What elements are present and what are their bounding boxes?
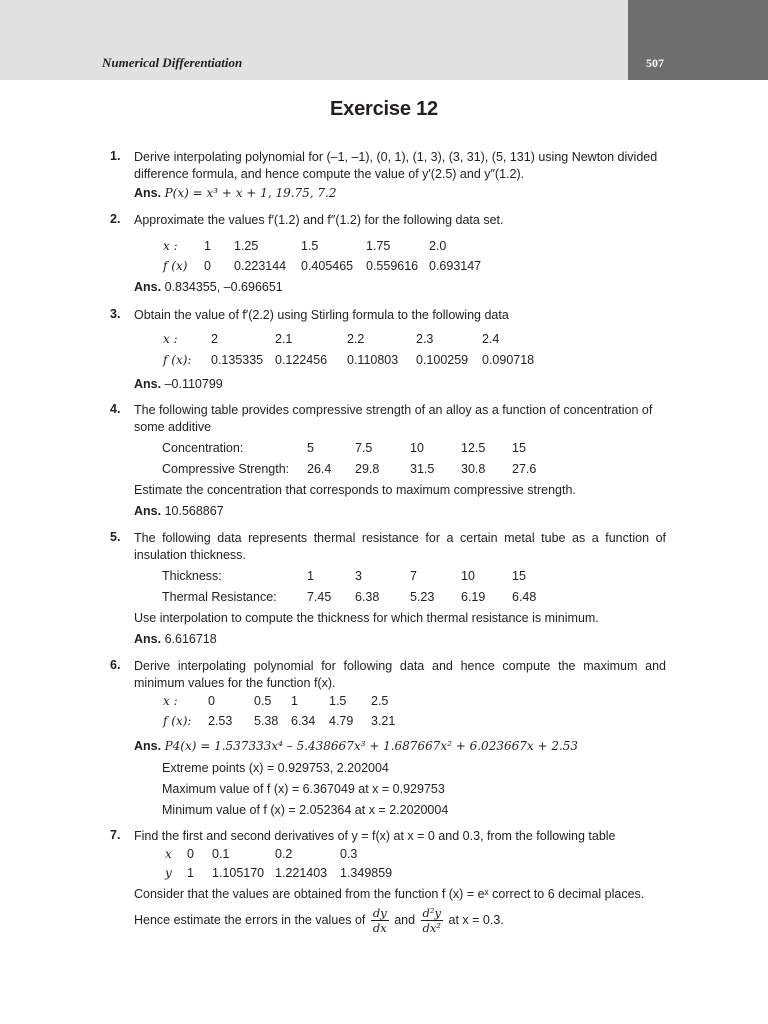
table-cell: 0.135335: [211, 353, 264, 367]
table-cell: 1.105170: [212, 866, 265, 880]
table-cell: 0.405465: [301, 259, 354, 273]
question-5-instruction: Use interpolation to compute the thickness for which thermal resistance is minimum.: [134, 611, 599, 625]
table-cell: 0.100259: [416, 353, 469, 367]
question-5-answer: [134, 632, 217, 646]
question-4-answer: [134, 504, 224, 518]
table-cell: 1.221403: [275, 866, 328, 880]
question-5-text: The following data represents thermal resistance for a certain metal tube as a function of insulation thickness.: [134, 531, 666, 562]
answer-label: Ans.: [134, 632, 162, 646]
question-2-answer: [134, 280, 283, 294]
answer-label: Ans.: [134, 280, 162, 294]
table-cell: 5: [307, 441, 314, 455]
answer-value: –0.110799: [164, 377, 223, 391]
table-cell: 0.2: [275, 847, 293, 861]
table-cell: 0.693147: [429, 259, 482, 273]
table-cell: 4.79: [329, 714, 354, 728]
table-cell: 0.5: [254, 694, 272, 708]
table-cell: 6.34: [291, 714, 316, 728]
answer-value: 0.834355, –0.696651: [164, 280, 283, 294]
table-row-label: f (x):: [163, 353, 192, 367]
table-cell: 1.75: [366, 239, 391, 253]
answer-value: P(x) = x³ + x + 1, 19.75, 7.2: [164, 186, 337, 200]
table-cell: 0.1: [212, 847, 230, 861]
instruction-text: at x = 0.3.: [448, 912, 504, 927]
table-cell: 15: [512, 569, 526, 583]
table-cell: 3: [355, 569, 362, 583]
table-cell: 1: [307, 569, 314, 583]
table-cell: 1: [291, 694, 298, 708]
answer-value: P4(x) = 1.537333x⁴ – 5.438667x³ + 1.687667x² + 6.023667x + 2.53: [164, 739, 579, 753]
page-number: 507: [646, 56, 664, 70]
question-7-instruction: [134, 906, 504, 935]
question-2-text: Approximate the values f′(1.2) and f″(1.2) for the following data set.: [134, 213, 504, 227]
answer-value: 10.568867: [164, 504, 224, 518]
question-1-number: 1.: [110, 149, 121, 163]
table-cell: 31.5: [410, 462, 435, 476]
table-cell: 2.1: [275, 332, 293, 346]
table-cell: 15: [512, 441, 526, 455]
second-derivative-fraction: [421, 906, 443, 935]
table-cell: 0: [208, 694, 215, 708]
table-row-label: f (x):: [163, 714, 192, 728]
table-row-label: x :: [163, 332, 178, 346]
table-row-label: Concentration:: [162, 441, 244, 455]
table-row-label: x: [165, 847, 172, 861]
table-row-label: Thermal Resistance:: [162, 590, 277, 604]
table-cell: 1: [187, 866, 194, 880]
question-2-number: 2.: [110, 212, 121, 226]
table-cell: 1.5: [301, 239, 319, 253]
table-cell: 30.8: [461, 462, 486, 476]
question-1-text: Derive interpolating polynomial for (–1, –1), (0, 1), (1, 3), (3, 31), (5, 131) using Newton divided difference formula, and hence compute the value of y′(2.5) and y″(1.2).: [134, 150, 658, 181]
question-1-answer: [134, 186, 337, 200]
table-cell: 7.45: [307, 590, 332, 604]
fraction-denominator: dx²: [422, 921, 442, 935]
table-cell: 3.21: [371, 714, 396, 728]
question-3-text: Obtain the value of f′(2.2) using Stirling formula to the following data: [134, 308, 509, 322]
table-cell: 7.5: [355, 441, 373, 455]
question-3-answer: [134, 377, 223, 391]
table-cell: 6.19: [461, 590, 486, 604]
table-cell: 2.0: [429, 239, 447, 253]
maximum-value: Maximum value of f (x) = 6.367049 at x = 0.929753: [162, 782, 445, 796]
table-cell: 0.3: [340, 847, 358, 861]
table-cell: 2: [211, 332, 218, 346]
instruction-text: and: [394, 912, 416, 927]
extreme-points: Extreme points (x) = 0.929753, 2.202004: [162, 761, 389, 775]
question-7-number: 7.: [110, 828, 121, 842]
question-6-text: Derive interpolating polynomial for following data and hence compute the maximum and minimum values for the function f(x).: [134, 659, 666, 690]
table-row-label: x :: [163, 694, 178, 708]
table-cell: 0: [204, 259, 211, 273]
running-header: [0, 0, 628, 80]
table-cell: 2.2: [347, 332, 365, 346]
table-cell: 0.090718: [482, 353, 535, 367]
question-7-assumption: Consider that the values are obtained from the function f (x) = eˣ correct to 6 decimal places.: [134, 887, 645, 901]
table-cell: 1.25: [234, 239, 259, 253]
table-cell: 12.5: [461, 441, 486, 455]
table-cell: 1: [204, 239, 211, 253]
table-cell: 0: [187, 847, 194, 861]
table-cell: 1.5: [329, 694, 347, 708]
question-6-answer: [134, 739, 578, 753]
table-cell: 2.5: [371, 694, 389, 708]
table-cell: 10: [461, 569, 475, 583]
table-row-label: x :: [163, 239, 178, 253]
first-derivative-fraction: [371, 906, 389, 935]
answer-label: Ans.: [134, 186, 162, 200]
table-cell: 0.559616: [366, 259, 419, 273]
table-cell: 7: [410, 569, 417, 583]
table-cell: 6.48: [512, 590, 537, 604]
question-5-number: 5.: [110, 530, 121, 544]
table-cell: 5.23: [410, 590, 435, 604]
table-row-label: Thickness:: [162, 569, 222, 583]
table-cell: 10: [410, 441, 424, 455]
question-4-text: The following table provides compressive strength of an alloy as a function of concentration of some additive: [134, 403, 653, 434]
table-cell: 0.110803: [347, 353, 399, 367]
table-cell: 2.3: [416, 332, 434, 346]
table-cell: 0.122456: [275, 353, 328, 367]
table-row-label: f (x): [163, 259, 188, 273]
answer-label: Ans.: [134, 504, 162, 518]
answer-label: Ans.: [134, 739, 162, 753]
answer-label: Ans.: [134, 377, 162, 391]
table-row-label: Compressive Strength:: [162, 462, 290, 476]
minimum-value: Minimum value of f (x) = 2.052364 at x = 2.2020004: [162, 803, 449, 817]
table-cell: 1.349859: [340, 866, 393, 880]
table-cell: 5.38: [254, 714, 279, 728]
table-cell: 27.6: [512, 462, 537, 476]
question-6-number: 6.: [110, 658, 121, 672]
question-7-text: Find the first and second derivatives of y = f(x) at x = 0 and 0.3, from the following table: [134, 829, 616, 843]
fraction-numerator: d²y: [422, 906, 442, 920]
table-cell: 2.4: [482, 332, 500, 346]
table-cell: 6.38: [355, 590, 380, 604]
question-3-number: 3.: [110, 307, 121, 321]
question-4-number: 4.: [110, 402, 121, 416]
table-cell: 29.8: [355, 462, 380, 476]
instruction-text: Hence estimate the errors in the values of: [134, 912, 366, 927]
fraction-numerator: dy: [372, 906, 387, 920]
exercise-title: Exercise 12: [330, 98, 438, 120]
table-cell: 0.223144: [234, 259, 287, 273]
question-4-instruction: Estimate the concentration that corresponds to maximum compressive strength.: [134, 483, 576, 497]
table-row-label: y: [165, 866, 172, 880]
fraction-denominator: dx: [372, 921, 387, 935]
table-cell: 2.53: [208, 714, 233, 728]
table-cell: 26.4: [307, 462, 332, 476]
answer-value: 6.616718: [164, 632, 217, 646]
chapter-title: Numerical Differentiation: [102, 55, 243, 70]
